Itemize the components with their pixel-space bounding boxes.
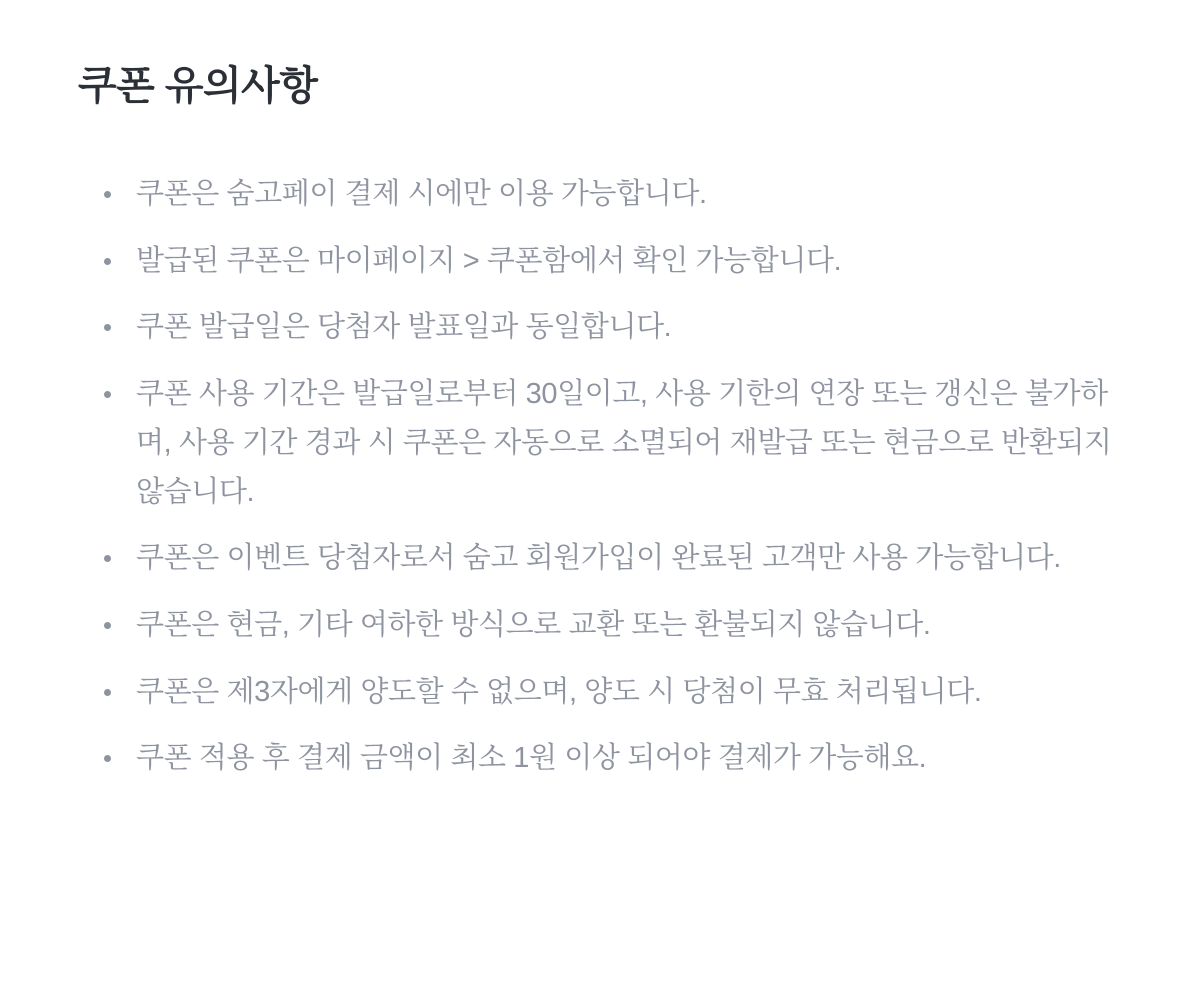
bullet-icon — [104, 391, 111, 398]
list-item-text: 쿠폰 사용 기간은 발급일로부터 30일이고, 사용 기한의 연장 또는 갱신은 불가하며, 사용 기간 경과 시 쿠폰은 자동으로 소멸되어 재발급 또는 현금으로 반환되지 않습니다. — [136, 378, 1112, 508]
bullet-icon — [104, 258, 111, 265]
list-item — [78, 237, 1128, 286]
list-item-text: 쿠폰 발급일은 당첨자 발표일과 동일합니다. — [136, 311, 672, 344]
list-item — [78, 601, 1128, 650]
list-item-text: 쿠폰 적용 후 결제 금액이 최소 1원 이상 되어야 결제가 가능해요. — [136, 742, 927, 775]
list-item-text: 쿠폰은 현금, 기타 여하한 방식으로 교환 또는 환불되지 않습니다. — [136, 609, 931, 642]
bullet-icon — [104, 622, 111, 629]
list-item — [78, 668, 1128, 717]
list-item-text: 발급된 쿠폰은 마이페이지 > 쿠폰함에서 확인 가능합니다. — [136, 244, 842, 277]
list-item — [78, 534, 1128, 583]
list-item — [78, 170, 1128, 219]
bullet-icon — [104, 555, 111, 562]
list-item-text: 쿠폰은 이벤트 당첨자로서 숨고 회원가입이 완료된 고객만 사용 가능합니다. — [136, 542, 1061, 575]
list-item-text: 쿠폰은 제3자에게 양도할 수 없으며, 양도 시 당첨이 무효 처리됩니다. — [136, 675, 982, 708]
bullet-icon — [104, 191, 111, 198]
list-item — [78, 303, 1128, 352]
bullet-icon — [104, 689, 111, 696]
bullet-icon — [104, 755, 111, 762]
coupon-notice-list — [78, 170, 1128, 783]
bullet-icon — [104, 324, 111, 331]
page-title: 쿠폰 유의사항 — [78, 64, 318, 108]
list-item-text: 쿠폰은 숨고페이 결제 시에만 이용 가능합니다. — [136, 178, 707, 210]
list-item — [78, 370, 1128, 516]
list-item — [78, 734, 1128, 783]
